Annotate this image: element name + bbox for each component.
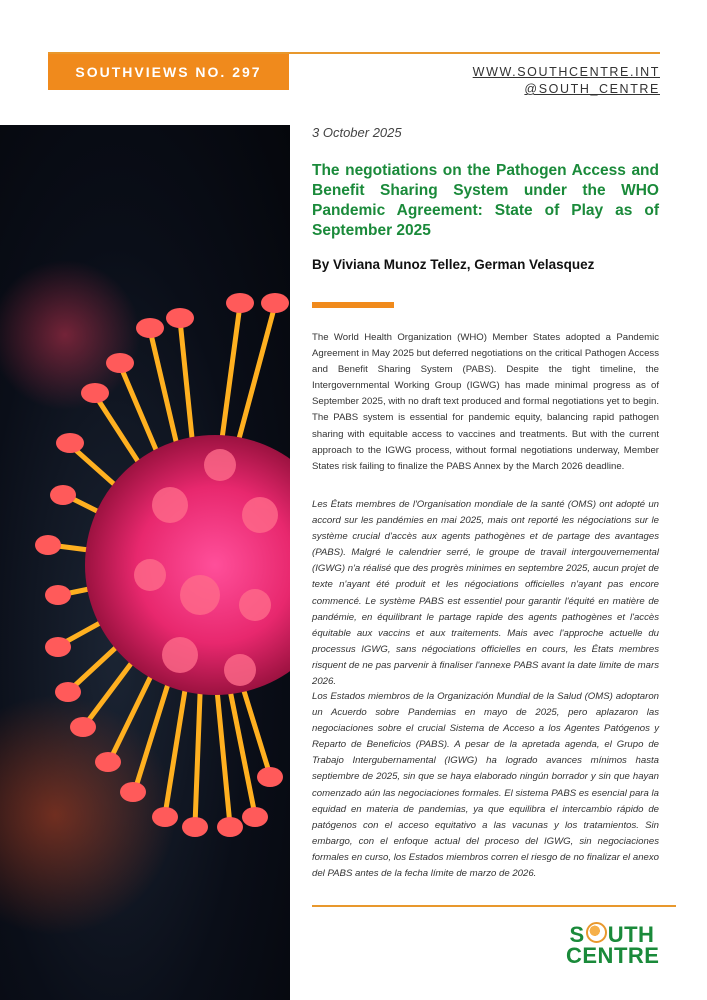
- summary-french: Les États membres de l'Organisation mondiale de la santé (OMS) ont adopté un accord sur les pandémies en mai 2025, mais ont reporté les négociations sur le système crucial d'accès aux agents pathogènes et de partage des avantages (PABS). Malgré le calendrier serré, le groupe de travail intergouvernemental (IGWG) n'a réalisé que des progrès minimes en septembre 2025, aucun projet de texte n'ayant été produit et les négociations officielles n'ayant pas encore commencé. Le système PABS est essentiel pour garantir l'équité en matière de pandémie, en équilibrant le partage rapide des agents pathogènes et l'accès équitable aux vaccins et aux traitements. Mais avec l'approche actuelle du processus IGWG, sans négociations officielles en cours, les États membres risquent de ne pas parvenir à finaliser l'annexe PABS avant la date limite de mars 2026.: [312, 499, 659, 688]
- logo-s: S: [569, 922, 585, 947]
- website-link[interactable]: WWW.SOUTHCENTRE.INT: [472, 65, 660, 79]
- globe-icon: [586, 922, 607, 943]
- twitter-handle-link[interactable]: @SOUTH_CENTRE: [524, 82, 660, 96]
- title-accent-bar: [312, 302, 394, 308]
- virus-illustration-icon: [0, 125, 290, 1000]
- southviews-badge: SOUTHVIEWS NO. 297: [48, 54, 289, 90]
- summary-english: The World Health Organization (WHO) Member States adopted a Pandemic Agreement in May 2025 but deferred negotiations on the critical Pathogen Access and Benefit Sharing System (PABS). Despite the tight timeline, the Intergovernmental Working Group (IGWG) has made minimal progress as of September 2025, with no draft text produced and formal negotiations yet to begin. The PABS system is essential for pandemic equity, balancing rapid pathogen sharing with equitable access to vaccines and treatments. But with the current approach to the IGWG process, without formal negotiations underway, Member States risk failing to finalize the PABS Annex by the March 2026 deadline.: [312, 332, 659, 472]
- bottom-divider: [312, 905, 676, 907]
- logo-line-centre: CENTRE: [566, 943, 660, 968]
- summary-spanish: Los Estados miembros de la Organización Mundial de la Salud (OMS) adoptaron un Acuerdo sobre Pandemias en mayo de 2025, pero aplazaron las negociaciones sobre el crucial Sistema de Acceso a los Agentes Patógenos y Reparto de Beneficios (PABS). A pesar de la apretada agenda, el Grupo de Trabajo Intergubernamental (IGWG) ha logrado avances mínimos hasta septiembre de 2025, sin que se haya elaborado ningún borrador y sin que hayan comenzado aún las negociaciones formales. El sistema PABS es esencial para la equidad en materia de pandemias, ya que equilibra el intercambio rápido de patógenos con el acceso equitativo a las vacunas y los tratamientos. Sin embargo, con el enfoque actual del proceso del IGWG, sin negociaciones formales en curso, los Estados miembros corren el riesgo de no finalizar el anexo del PABS antes de la fecha límite de marzo de 2026.: [312, 691, 659, 880]
- publication-date: 3 October 2025: [312, 125, 402, 140]
- article-title: The negotiations on the Pathogen Access and Benefit Sharing System under the WHO Pandemic Agreement: State of Play as of September 2025: [312, 162, 659, 239]
- virus-cover-image: [0, 125, 290, 1000]
- header-links: [473, 64, 660, 98]
- logo-line-south: [566, 922, 658, 945]
- article-authors: By Viviana Munoz Tellez, German Velasquez: [312, 257, 595, 272]
- logo-uth: UTH: [607, 922, 655, 947]
- south-centre-logo: [566, 922, 658, 966]
